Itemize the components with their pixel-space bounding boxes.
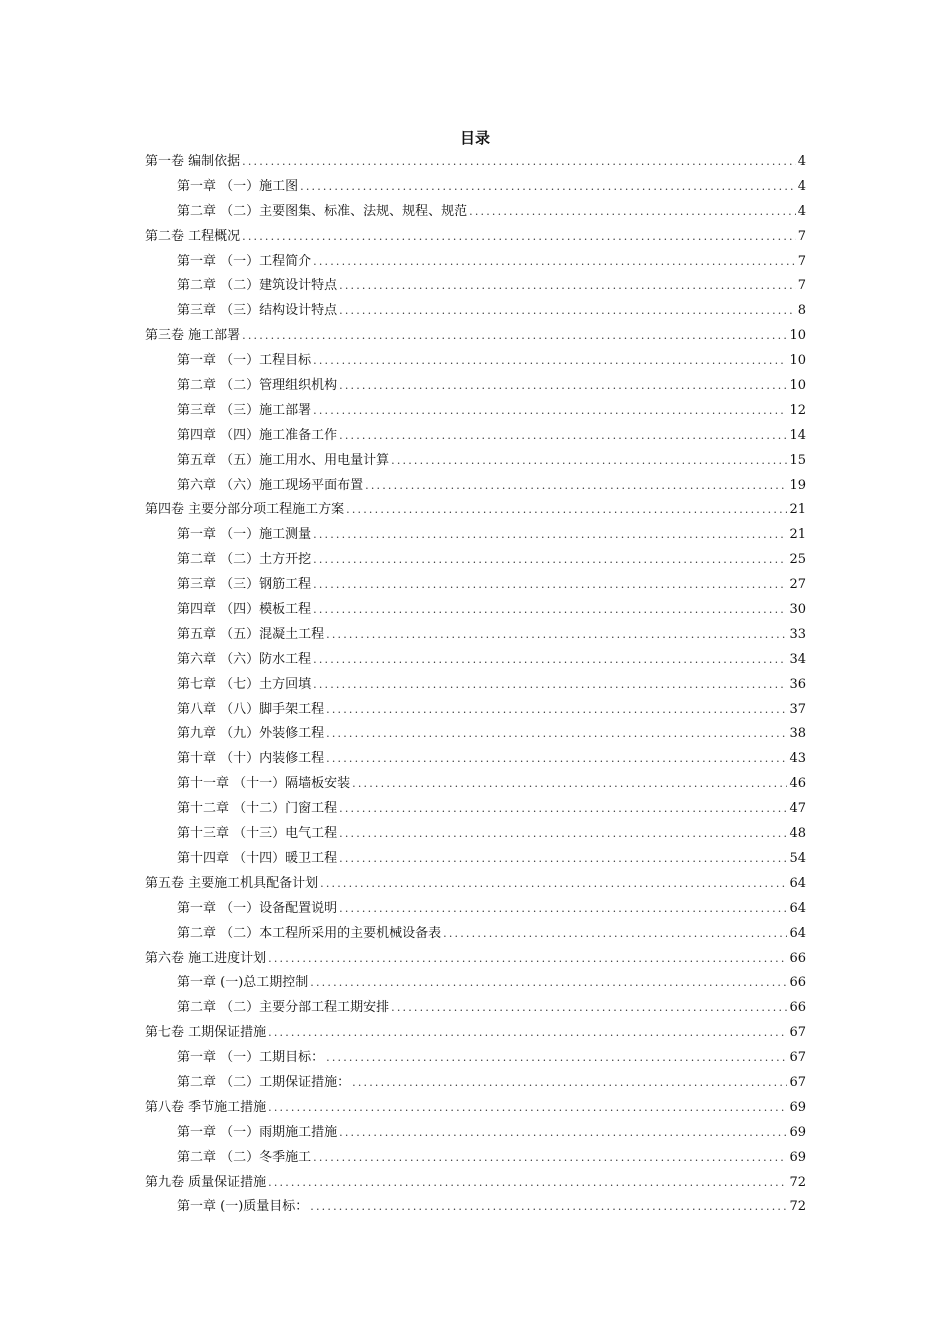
toc-dot-leader xyxy=(339,849,787,869)
toc-dot-leader xyxy=(313,550,787,570)
toc-entry-title: 第三章 （三）钢筋工程 xyxy=(177,577,312,593)
toc-dot-leader xyxy=(313,575,787,595)
toc-chapter-entry[interactable] xyxy=(145,675,806,700)
toc-chapter-entry[interactable] xyxy=(145,774,806,799)
toc-dot-leader xyxy=(310,973,787,993)
toc-chapter-entry[interactable] xyxy=(145,1123,806,1148)
toc-entry-title: 第十四章 （十四）暖卫工程 xyxy=(177,850,338,866)
toc-volume-entry[interactable] xyxy=(145,949,806,974)
toc-chapter-entry[interactable] xyxy=(145,1148,806,1173)
toc-dot-leader xyxy=(313,1148,787,1168)
toc-dot-leader xyxy=(352,774,787,794)
toc-entry-title: 第四章 （四）施工准备工作 xyxy=(177,427,338,443)
toc-entry-title: 第七卷 工期保证措施 xyxy=(145,1025,267,1041)
toc-page-number: 69 xyxy=(789,1124,806,1140)
toc-entry-title: 第一章 （一）工程简介 xyxy=(177,253,312,269)
toc-page-number: 54 xyxy=(789,850,806,866)
toc-chapter-entry[interactable] xyxy=(145,849,806,874)
toc-page-number: 43 xyxy=(789,751,806,767)
toc-chapter-entry[interactable] xyxy=(145,202,806,227)
toc-dot-leader xyxy=(326,700,787,720)
toc-entry-title: 第七章 （七）土方回填 xyxy=(177,676,312,692)
toc-page-number: 69 xyxy=(789,1149,806,1165)
toc-chapter-entry[interactable] xyxy=(145,1197,806,1222)
toc-dot-leader xyxy=(326,625,787,645)
toc-chapter-entry[interactable] xyxy=(145,575,806,600)
toc-page-number: 48 xyxy=(789,826,806,842)
toc-chapter-entry[interactable] xyxy=(145,525,806,550)
toc-page-number: 14 xyxy=(789,427,806,443)
toc-chapter-entry[interactable] xyxy=(145,973,806,998)
toc-entry-title: 第二章 （二）工期保证措施： xyxy=(177,1074,351,1090)
toc-dot-leader xyxy=(313,525,787,545)
toc-page-number: 8 xyxy=(797,303,806,319)
toc-page-number: 64 xyxy=(789,925,806,941)
toc-page-number: 33 xyxy=(789,626,806,642)
toc-page-number: 64 xyxy=(789,875,806,891)
toc-chapter-entry[interactable] xyxy=(145,650,806,675)
toc-dot-leader xyxy=(339,376,787,396)
toc-dot-leader xyxy=(320,874,787,894)
toc-chapter-entry[interactable] xyxy=(145,749,806,774)
toc-dot-leader xyxy=(391,451,787,471)
toc-entry-title: 第一章 （一）设备配置说明 xyxy=(177,900,338,916)
toc-chapter-entry[interactable] xyxy=(145,376,806,401)
toc-page-number: 25 xyxy=(789,552,806,568)
toc-dot-leader xyxy=(339,276,796,296)
toc-chapter-entry[interactable] xyxy=(145,1073,806,1098)
toc-page-number: 34 xyxy=(789,651,806,667)
toc-page-number: 10 xyxy=(789,328,806,344)
toc-chapter-entry[interactable] xyxy=(145,1048,806,1073)
toc-dot-leader xyxy=(339,899,787,919)
toc-volume-entry[interactable] xyxy=(145,1173,806,1198)
toc-page-number: 72 xyxy=(789,1199,806,1215)
toc-entry-title: 第九卷 质量保证措施 xyxy=(145,1174,267,1190)
toc-entry-title: 第八章 （八）脚手架工程 xyxy=(177,701,325,717)
toc-dot-leader xyxy=(352,1073,787,1093)
toc-chapter-entry[interactable] xyxy=(145,301,806,326)
toc-page-number: 21 xyxy=(789,502,806,518)
toc-dot-leader xyxy=(326,1048,787,1068)
toc-page-number: 4 xyxy=(797,203,806,219)
toc-entry-title: 第十一章 （十一）隔墙板安装 xyxy=(177,776,351,792)
toc-dot-leader xyxy=(391,998,787,1018)
toc-entry-title: 第一章 （一）工期目标： xyxy=(177,1050,325,1066)
toc-entry-title: 第十二章 （十二）门窗工程 xyxy=(177,801,338,817)
toc-page-number: 38 xyxy=(789,726,806,742)
toc-page-number: 21 xyxy=(789,527,806,543)
toc-dot-leader xyxy=(300,177,796,197)
toc-page-number: 69 xyxy=(789,1099,806,1115)
toc-dot-leader xyxy=(242,326,787,346)
toc-chapter-entry[interactable] xyxy=(145,824,806,849)
toc-page-number: 67 xyxy=(789,1025,806,1041)
toc-volume-entry[interactable] xyxy=(145,874,806,899)
toc-chapter-entry[interactable] xyxy=(145,177,806,202)
toc-dot-leader xyxy=(268,949,787,969)
toc-page-number: 66 xyxy=(789,950,806,966)
toc-dot-leader xyxy=(339,799,787,819)
toc-dot-leader xyxy=(242,227,796,247)
toc-dot-leader xyxy=(339,1123,787,1143)
toc-dot-leader xyxy=(313,252,796,272)
toc-page-number: 15 xyxy=(789,452,806,468)
toc-page-number: 4 xyxy=(797,154,806,169)
toc-entry-title: 第三章 （三）结构设计特点 xyxy=(177,303,338,319)
toc-entry-title: 第三卷 施工部署 xyxy=(145,328,241,344)
toc-entry-title: 第六卷 施工进度计划 xyxy=(145,950,267,966)
toc-entry-title: 第二章 （二）冬季施工 xyxy=(177,1149,312,1165)
toc-dot-leader xyxy=(339,301,796,321)
toc-dot-leader xyxy=(326,724,787,744)
toc-entry-title: 第二卷 工程概况 xyxy=(145,228,241,244)
toc-page-number: 30 xyxy=(789,602,806,618)
toc-entry-title: 第一章 （一）雨期施工措施 xyxy=(177,1124,338,1140)
toc-page-number: 46 xyxy=(789,776,806,792)
toc-chapter-entry[interactable] xyxy=(145,550,806,575)
toc-chapter-entry[interactable] xyxy=(145,276,806,301)
toc-volume-entry[interactable] xyxy=(145,152,806,177)
toc-dot-leader xyxy=(313,351,787,371)
table-of-contents xyxy=(145,152,806,1222)
toc-dot-leader xyxy=(339,824,787,844)
toc-chapter-entry[interactable] xyxy=(145,401,806,426)
toc-page-number: 4 xyxy=(797,178,806,194)
toc-entry-title: 第九章 （九）外装修工程 xyxy=(177,726,325,742)
toc-entry-title: 第五卷 主要施工机具配备计划 xyxy=(145,875,319,891)
toc-page-number: 7 xyxy=(797,228,806,244)
toc-volume-entry[interactable] xyxy=(145,500,806,525)
toc-volume-entry[interactable] xyxy=(145,227,806,252)
toc-page-number: 67 xyxy=(789,1050,806,1066)
toc-page-number: 66 xyxy=(789,975,806,991)
toc-dot-leader xyxy=(326,749,787,769)
toc-entry-title: 第十三章 （十三）电气工程 xyxy=(177,826,338,842)
toc-dot-leader xyxy=(365,476,787,496)
toc-page-number: 7 xyxy=(797,253,806,269)
toc-page-number: 72 xyxy=(789,1174,806,1190)
toc-chapter-entry[interactable] xyxy=(145,724,806,749)
toc-dot-leader xyxy=(313,600,787,620)
toc-page-number: 37 xyxy=(789,701,806,717)
toc-entry-title: 第五章 （五）施工用水、用电量计算 xyxy=(177,452,390,468)
toc-entry-title: 第六章 （六）防水工程 xyxy=(177,651,312,667)
toc-page-number: 36 xyxy=(789,676,806,692)
toc-dot-leader xyxy=(313,675,787,695)
toc-title: 目录 xyxy=(459,129,490,147)
toc-chapter-entry[interactable] xyxy=(145,998,806,1023)
toc-page-number: 27 xyxy=(789,577,806,593)
toc-page-number: 66 xyxy=(789,1000,806,1016)
toc-entry-title: 第一章 （一）施工图 xyxy=(177,178,299,194)
toc-entry-title: 第二章 （二）土方开挖 xyxy=(177,552,312,568)
toc-page-number: 10 xyxy=(789,353,806,369)
toc-entry-title: 第二章 （二）管理组织机构 xyxy=(177,378,338,394)
toc-entry-title: 第一章 (一)质量目标： xyxy=(177,1199,309,1215)
toc-chapter-entry[interactable] xyxy=(145,600,806,625)
toc-dot-leader xyxy=(339,426,787,446)
toc-entry-title: 第十章 （十）内装修工程 xyxy=(177,751,325,767)
toc-chapter-entry[interactable] xyxy=(145,899,806,924)
toc-entry-title: 第二章 （二）本工程所采用的主要机械设备表 xyxy=(177,925,442,941)
toc-page-number: 67 xyxy=(789,1074,806,1090)
toc-chapter-entry[interactable] xyxy=(145,426,806,451)
toc-page-number: 47 xyxy=(789,801,806,817)
toc-chapter-entry[interactable] xyxy=(145,451,806,476)
toc-entry-title: 第一章 （一）施工测量 xyxy=(177,527,312,543)
toc-entry-title: 第一章 (一)总工期控制 xyxy=(177,975,309,991)
toc-entry-title: 第一章 （一）工程目标 xyxy=(177,353,312,369)
toc-dot-leader xyxy=(313,650,787,670)
toc-dot-leader xyxy=(242,152,796,172)
toc-dot-leader xyxy=(443,924,787,944)
toc-page-number: 19 xyxy=(789,477,806,493)
toc-entry-title: 第二章 （二）建筑设计特点 xyxy=(177,278,338,294)
toc-volume-entry[interactable] xyxy=(145,1023,806,1048)
toc-entry-title: 第八卷 季节施工措施 xyxy=(145,1099,267,1115)
toc-chapter-entry[interactable] xyxy=(145,476,806,501)
toc-chapter-entry[interactable] xyxy=(145,924,806,949)
toc-dot-leader xyxy=(469,202,796,222)
toc-dot-leader xyxy=(346,500,787,520)
toc-page-number: 12 xyxy=(789,402,806,418)
toc-entry-title: 第四章 （四）模板工程 xyxy=(177,602,312,618)
toc-dot-leader xyxy=(313,401,787,421)
toc-page-number: 64 xyxy=(789,900,806,916)
toc-chapter-entry[interactable] xyxy=(145,700,806,725)
toc-entry-title: 第三章 （三）施工部署 xyxy=(177,402,312,418)
toc-volume-entry[interactable] xyxy=(145,326,806,351)
toc-dot-leader xyxy=(268,1023,787,1043)
toc-entry-title: 第四卷 主要分部分项工程施工方案 xyxy=(145,502,345,518)
toc-dot-leader xyxy=(268,1173,787,1193)
toc-chapter-entry[interactable] xyxy=(145,252,806,277)
toc-volume-entry[interactable] xyxy=(145,1098,806,1123)
toc-chapter-entry[interactable] xyxy=(145,351,806,376)
toc-page-number: 7 xyxy=(797,278,806,294)
toc-entry-title: 第五章 （五）混凝土工程 xyxy=(177,626,325,642)
toc-entry-title: 第六章 （六）施工现场平面布置 xyxy=(177,477,364,493)
toc-entry-title: 第一卷 编制依据 xyxy=(145,154,241,169)
toc-chapter-entry[interactable] xyxy=(145,799,806,824)
toc-dot-leader xyxy=(268,1098,787,1118)
toc-dot-leader xyxy=(310,1197,787,1217)
toc-page-number: 10 xyxy=(789,378,806,394)
toc-entry-title: 第二章 （二）主要图集、标准、法规、规程、规范 xyxy=(177,203,468,219)
toc-entry-title: 第二章 （二）主要分部工程工期安排 xyxy=(177,1000,390,1016)
toc-chapter-entry[interactable] xyxy=(145,625,806,650)
